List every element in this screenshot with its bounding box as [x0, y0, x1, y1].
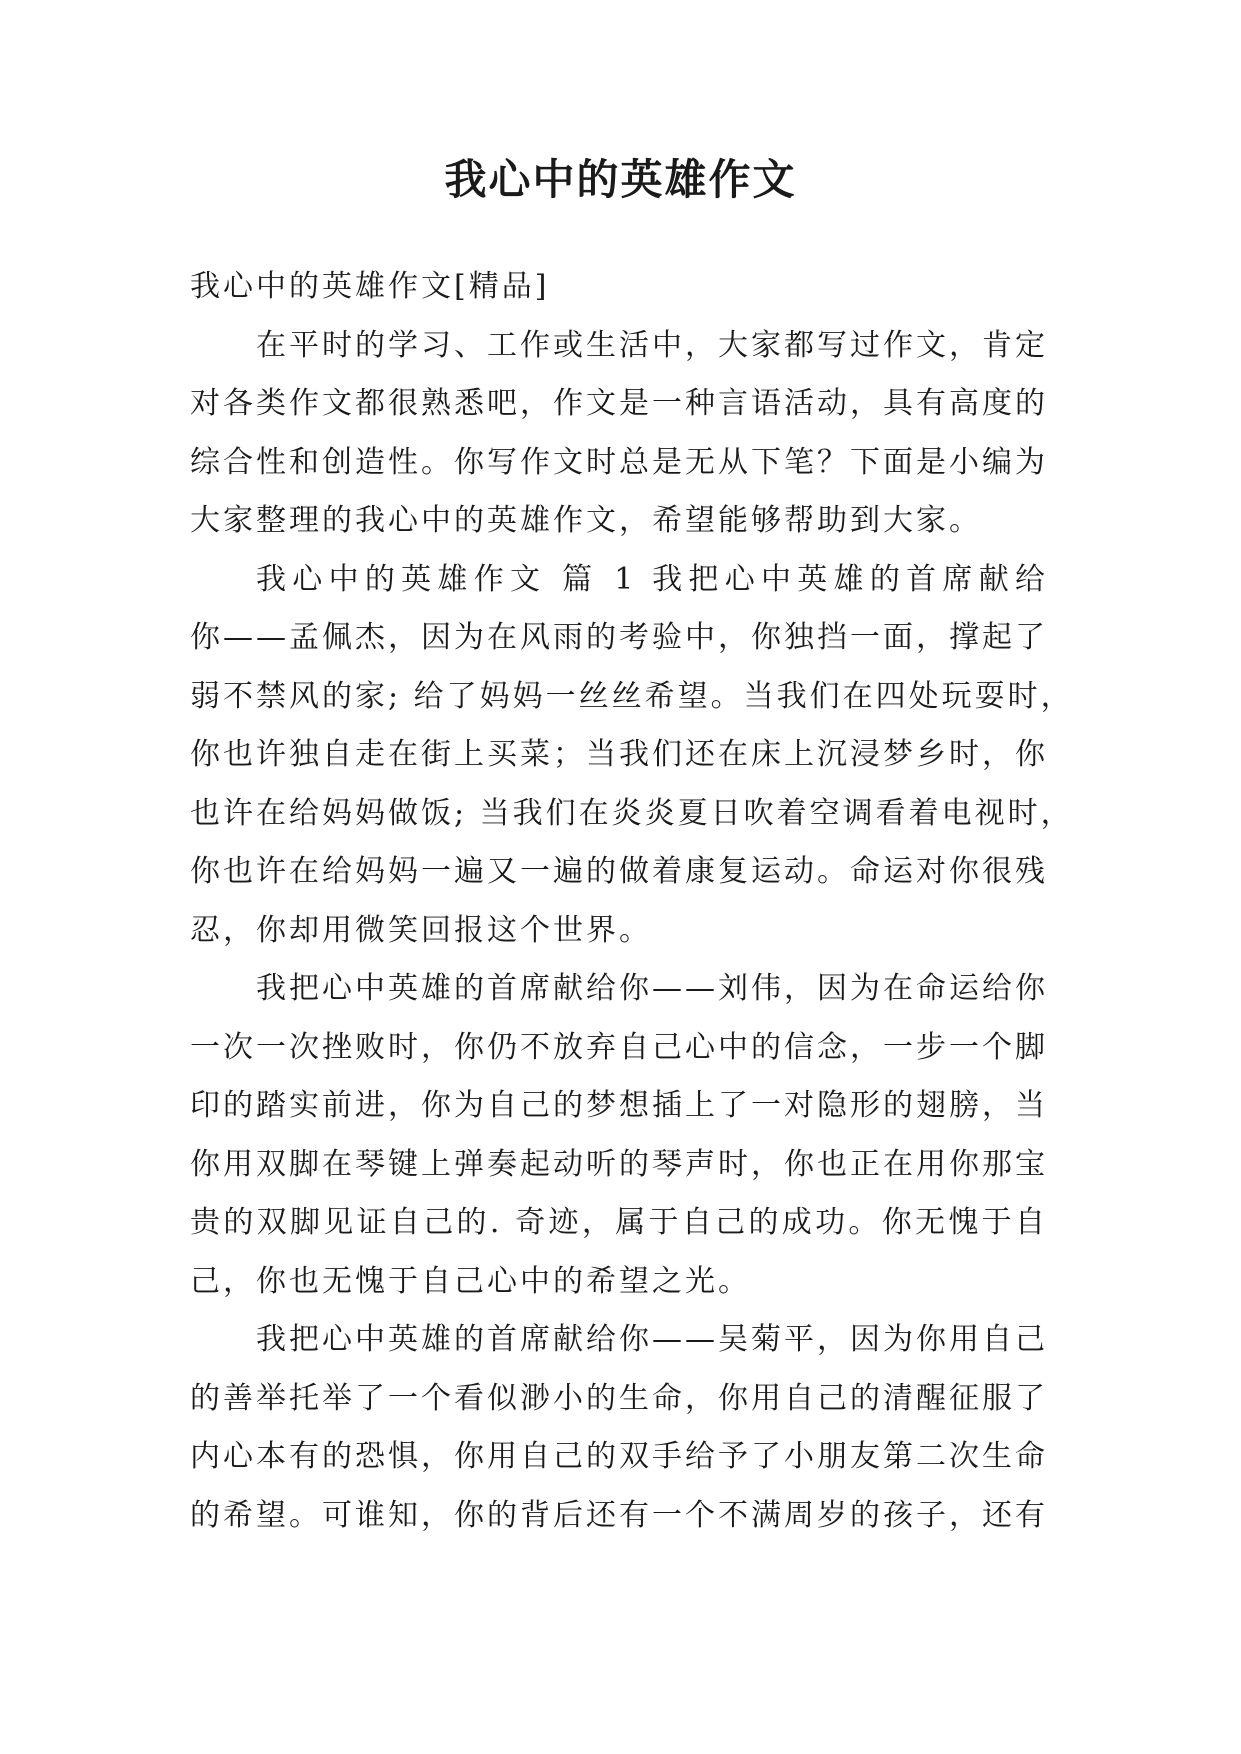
- paragraph-line: 对各类作文都很熟悉吧，作文是一种言语活动，具有高度的: [190, 386, 1048, 421]
- paragraph-line: 忍，你却用微笑回报这个世界。: [190, 912, 652, 948]
- paragraph-line: 弱不禁风的家; 给了妈妈一丝丝希望。当我们在四处玩耍时，: [190, 678, 1074, 714]
- paragraph-line: 综合性和创造性。你写作文时总是无从下笔？下面是小编为: [190, 444, 1048, 480]
- paragraph-line: 的善举托举了一个看似渺小的生命，你用自己的清醒征服了: [190, 1380, 1048, 1416]
- document-body: [190, 258, 1074, 1545]
- paragraph-line: 你用双脚在琴键上弹奏起动听的琴声时，你也正在用你那宝: [190, 1146, 1048, 1182]
- paragraph-line: 贵的双脚见证自己的. 奇迹，属于自己的成功。你无愧于自: [190, 1205, 1048, 1240]
- paragraph-line: 我心中的英雄作文 篇 1 我把心中英雄的首席献给: [256, 561, 1048, 597]
- paragraph-line: 内心本有的恐惧，你用自己的双手给予了小朋友第二次生命: [190, 1439, 1048, 1474]
- paragraph-line: 也许在给妈妈做饭; 当我们在炎炎夏日吹着空调看着电视时，: [190, 795, 1074, 831]
- subtitle-line: 我心中的英雄作文[精品]: [190, 269, 550, 304]
- paragraph-line: 我把心中英雄的首席献给你——刘伟，因为在命运给你: [256, 971, 1048, 1006]
- paragraph-line: 大家整理的我心中的英雄作文，希望能够帮助到大家。: [190, 503, 982, 538]
- paragraph-line: 你也许在给妈妈一遍又一遍的做着康复运动。命运对你很残: [190, 854, 1048, 889]
- paragraph-line: 印的踏实前进，你为自己的梦想插上了一对隐形的翅膀，当: [190, 1088, 1048, 1123]
- paragraph-line: 的希望。可谁知，你的背后还有一个不满周岁的孩子，还有: [190, 1497, 1048, 1533]
- paragraph-line: 你——孟佩杰，因为在风雨的考验中，你独挡一面，撑起了: [190, 620, 1048, 655]
- paragraph-line: 在平时的学习、工作或生活中，大家都写过作文，肯定: [256, 327, 1048, 363]
- paragraph-line: 一次一次挫败时，你仍不放弃自己心中的信念，一步一个脚: [190, 1029, 1048, 1065]
- paragraph-line: 你也许独自走在街上买菜；当我们还在床上沉浸梦乡时，你: [190, 737, 1048, 772]
- document-title: 我心中的英雄作文: [444, 155, 797, 204]
- paragraph-line: 己，你也无愧于自己心中的希望之光。: [190, 1263, 751, 1299]
- paragraph-line: 我把心中英雄的首席献给你——吴菊平，因为你用自己: [256, 1322, 1048, 1357]
